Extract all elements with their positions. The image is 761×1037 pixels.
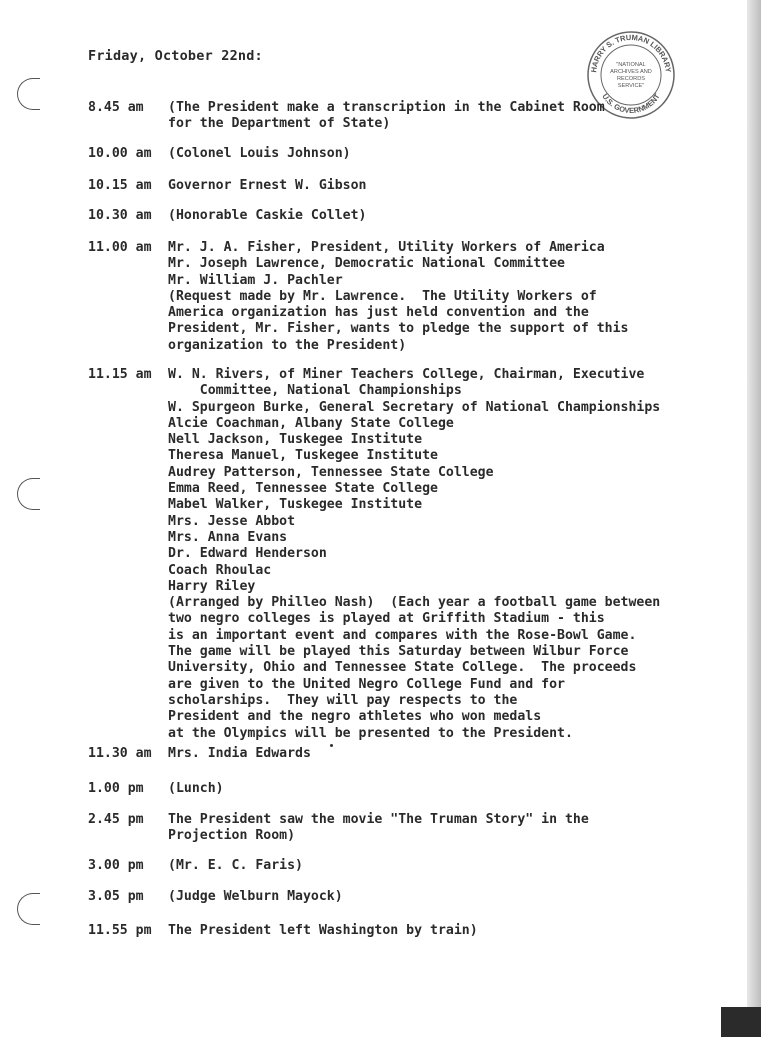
schedule-entry [88,858,688,874]
schedule-entry [88,146,688,162]
entry-line: is an important event and compares with the Rose-Bowl Game. [168,627,637,643]
schedule-entry [88,178,688,194]
entry-line: organization to the President) [168,337,407,353]
entry-body [168,889,343,905]
entry-line: (Colonel Louis Johnson) [168,146,351,161]
punch-hole [17,478,40,510]
stamp-bottom-text: U.S. GOVERNMENT [600,92,662,116]
stamp-ring-text: HARRY S. TRUMAN LIBRARY [589,32,673,74]
entry-time: 3.05 pm [88,889,144,904]
entry-line: America organization has just held convention and the [168,305,589,321]
entry-line: Mrs. India Edwards [168,746,311,761]
entry-line: (Judge Welburn Mayock) [168,889,343,904]
entry-body [168,781,224,797]
page-corner-shadow [721,1007,761,1037]
entry-line: (Arranged by Philleo Nash) (Each year a football game between [168,595,661,611]
entry-line: scholarships. They will pay respects to the [168,692,518,708]
entry-line: Mrs. Anna Evans [168,529,288,545]
entry-line: Alcie Coachman, Albany State College [168,415,454,431]
entry-body [168,240,629,354]
entry-time: 3.00 pm [88,858,144,873]
entry-line: Nell Jackson, Tuskegee Institute [168,432,423,448]
entry-line: President and the negro athletes who won medals [168,709,542,725]
stamp-center-line: "NATIONAL [616,62,646,68]
schedule-entry [88,100,688,133]
entry-line: Harry Riley [168,578,256,594]
entry-line: Mrs. Jesse Abbot [168,513,296,529]
schedule-entry [88,781,688,797]
entry-line: Governor Ernest W. Gibson [168,178,367,193]
entry-line: Mr. William J. Pachler [168,272,343,288]
entry-time: 10.15 am [88,178,152,193]
punch-hole [17,893,40,925]
entry-line: Coach Rhoulac [168,562,272,578]
entry-line: (The President make a transcription in the Cabinet Room [168,100,605,115]
schedule-entry [88,240,688,354]
entry-time: 10.30 am [88,208,152,223]
entry-line: (Request made by Mr. Lawrence. The Utility Workers of [168,288,597,304]
stamp-center-line: RECORDS [617,76,645,82]
entry-line: The President saw the movie "The Truman Story" in the [168,812,589,827]
entry-time: 11.00 am [88,240,152,255]
schedule-entry [88,812,688,845]
entry-body [168,367,660,742]
page-header-date: Friday, October 22nd: [88,48,263,64]
entry-line: (Honorable Caskie Collet) [168,208,367,223]
entry-line: Mr. Joseph Lawrence, Democratic National Committee [168,256,565,272]
schedule-entry [88,923,688,939]
entry-time: 11.15 am [88,367,152,382]
entry-time: 11.30 am [88,746,152,761]
entry-time: 1.00 pm [88,781,144,796]
entry-line: Mr. J. A. Fisher, President, Utility Workers of America [168,240,605,255]
entry-line: Committee, National Championships [168,383,462,399]
entry-line: Mabel Walker, Tuskegee Institute [168,497,423,513]
entry-body [168,208,367,224]
entry-body [168,100,605,133]
entry-line: Audrey Patterson, Tennessee State College [168,464,494,480]
schedule-entry [88,208,688,224]
entry-body [168,858,303,874]
entry-line: at the Olympics will be presented to the President. [168,725,573,741]
entry-line: (Mr. E. C. Faris) [168,858,303,873]
entry-line: W. Spurgeon Burke, General Secretary of National Championships [168,399,661,415]
schedule-entry [88,746,688,762]
entry-line: University, Ohio and Tennessee State College. The proceeds [168,660,637,676]
entry-line: are given to the United Negro College Fund and for [168,676,565,692]
entry-line: The President left Washington by train) [168,923,478,938]
entry-line: (Lunch) [168,781,224,796]
stamp-center-line: SERVICE" [617,83,645,89]
entry-body [168,746,311,762]
entry-line: President, Mr. Fisher, wants to pledge the support of this [168,321,629,337]
entry-body [168,812,589,845]
entry-time: 8.45 am [88,100,144,115]
entry-line: Emma Reed, Tennessee State College [168,481,438,497]
entry-line: The game will be played this Saturday between Wilbur Force [168,644,629,660]
schedule-entry [88,367,688,742]
entry-time: 2.45 pm [88,812,144,827]
punch-hole [17,78,40,110]
entry-line: Dr. Edward Henderson [168,546,327,562]
entry-line: W. N. Rivers, of Miner Teachers College, Chairman, Executive [168,367,645,382]
schedule-entry [88,889,688,905]
entry-line: two negro colleges is played at Griffith Stadium - this [168,611,605,627]
page-edge [747,0,761,1037]
entry-line: Theresa Manuel, Tuskegee Institute [168,448,438,464]
entry-time: 10.00 am [88,146,152,161]
entry-body [168,923,478,939]
stamp-center-line: ARCHIVES AND [610,69,652,75]
entry-line: Projection Room) [168,828,296,844]
entry-body [168,146,351,162]
entry-line: for the Department of State) [168,116,391,132]
entry-time: 11.55 pm [88,923,152,938]
entry-body [168,178,367,194]
